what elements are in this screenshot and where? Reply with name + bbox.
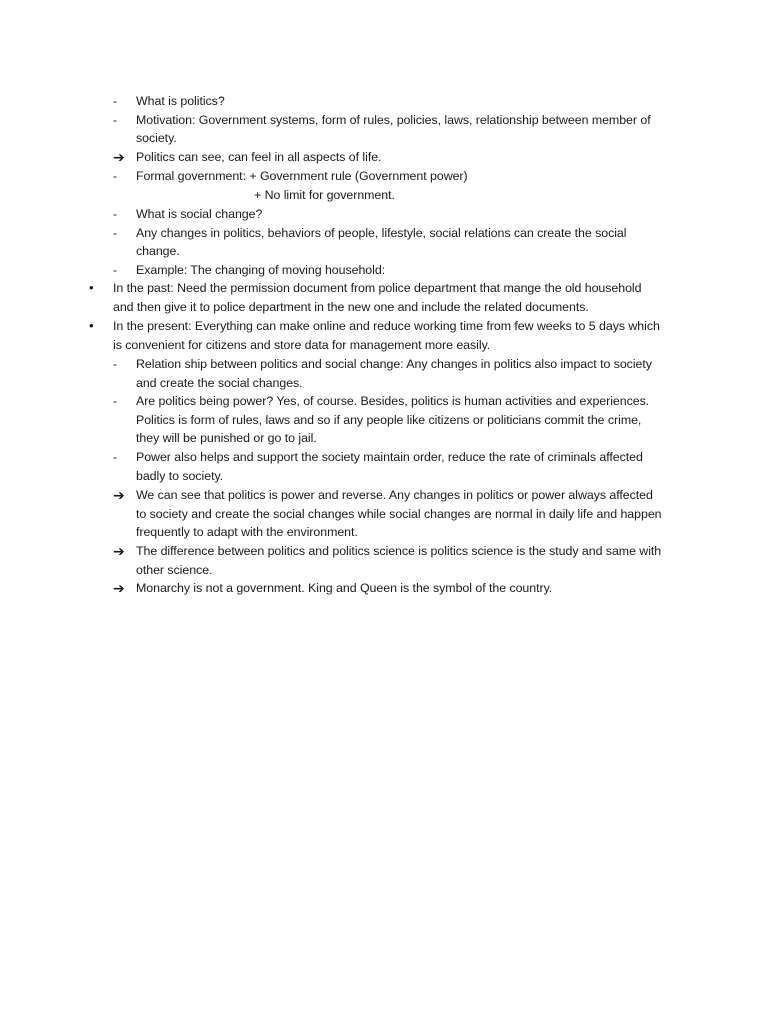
list-item-text: to society and create the social changes while social changes are normal in daily life and happen — [136, 507, 662, 521]
dash-marker: - — [113, 113, 117, 127]
list-item-text: frequently to adapt with the environment. — [136, 525, 358, 539]
arrow-icon: ➔ — [113, 543, 125, 559]
list-item-text: What is politics? — [136, 94, 225, 108]
list-item-text: + No limit for government. — [254, 188, 395, 202]
dash-marker: - — [113, 394, 117, 408]
list-item-text: Example: The changing of moving household: — [136, 263, 386, 277]
list-item-text: In the past: Need the permission document from police department that mange the old household — [113, 281, 642, 295]
list-item-text: In the present: Everything can make online and reduce working time from few weeks to 5 days which — [113, 319, 660, 333]
dash-marker: - — [113, 207, 117, 221]
list-item-text: Any changes in politics, behaviors of people, lifestyle, social relations can create the social — [136, 226, 627, 240]
list-item-text: Politics is form of rules, laws and so if any people like citizens or politicians commit the crime, — [136, 413, 642, 427]
arrow-icon: ➔ — [113, 580, 125, 596]
list-item-text: Formal government: + Government rule (Government power) — [136, 169, 468, 183]
list-item-text: We can see that politics is power and reverse. Any changes in politics or power always affected — [136, 488, 653, 502]
list-item-text: Power also helps and support the society maintain order, reduce the rate of criminals affected — [136, 450, 643, 464]
list-item-text: they will be punished or go to jail. — [136, 431, 317, 445]
list-item-text: society. — [136, 131, 177, 145]
list-item-text: change. — [136, 244, 180, 258]
list-item-text: What is social change? — [136, 207, 263, 221]
bullet-marker: • — [89, 280, 94, 295]
dash-marker: - — [113, 226, 117, 240]
dash-marker: - — [113, 169, 117, 183]
list-item-text: and then give it to police department in the new one and include the related documents. — [113, 300, 589, 314]
list-item-text: Are politics being power? Yes, of course. Besides, politics is human activities and experiences. — [136, 394, 650, 408]
bullet-marker: • — [89, 318, 94, 333]
list-item-text: Motivation: Government systems, form of rules, policies, laws, relationship between member of — [136, 113, 651, 127]
dash-marker: - — [113, 450, 117, 464]
dash-marker: - — [113, 94, 117, 108]
list-item-text: and create the social changes. — [136, 376, 303, 390]
list-item-text: badly to society. — [136, 469, 224, 483]
dash-marker: - — [113, 263, 117, 277]
list-item-text: is convenient for citizens and store data for management more easily. — [113, 338, 491, 352]
arrow-icon: ➔ — [113, 487, 125, 503]
list-item-text: The difference between politics and politics science is politics science is the study and same with — [136, 544, 662, 558]
list-item-text: other science. — [136, 563, 213, 577]
list-item-text: Monarchy is not a government. King and Queen is the symbol of the country. — [136, 581, 553, 595]
arrow-icon: ➔ — [113, 149, 125, 165]
list-item-text: Politics can see, can feel in all aspects of life. — [136, 150, 382, 164]
list-item-text: Relation ship between politics and social change: Any changes in politics also impact to society — [136, 357, 652, 371]
dash-marker: - — [113, 357, 117, 371]
